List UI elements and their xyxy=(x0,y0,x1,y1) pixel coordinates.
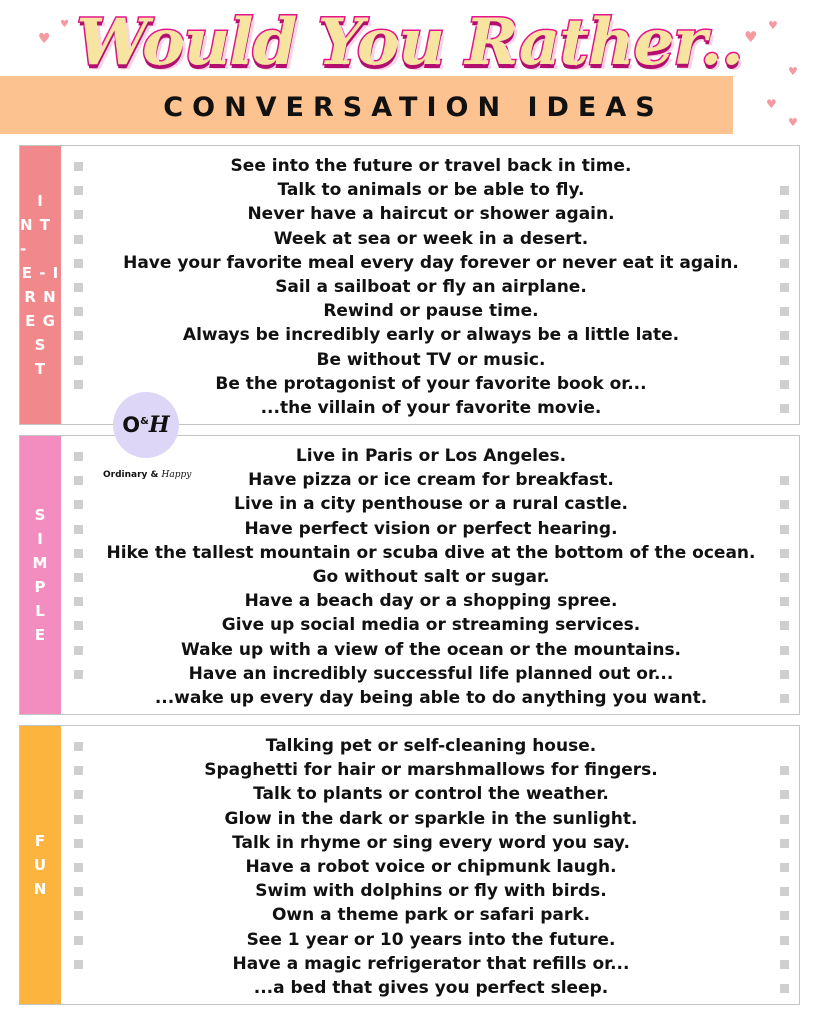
checkbox-icon[interactable] xyxy=(780,597,789,606)
question-text: Sail a sailboat or fly an airplane. xyxy=(275,276,587,297)
list-item xyxy=(61,565,801,589)
checkbox-icon[interactable] xyxy=(74,549,83,558)
section-label-letter: E - I xyxy=(21,264,60,282)
list-item xyxy=(61,638,801,662)
checkbox-icon[interactable] xyxy=(74,936,83,945)
question-text: Be without TV or music. xyxy=(316,349,546,370)
list-item xyxy=(61,758,801,782)
list-item xyxy=(61,903,801,927)
checkbox-icon[interactable] xyxy=(780,863,789,872)
heart-icon: ♥ xyxy=(60,19,69,30)
page-title: Would You Rather.. xyxy=(76,5,743,80)
checkbox-icon[interactable] xyxy=(780,476,789,485)
checkbox-icon[interactable] xyxy=(74,863,83,872)
question-text: Have perfect vision or perfect hearing. xyxy=(244,518,618,539)
question-text: Hike the tallest mountain or scuba dive at the bottom of the ocean. xyxy=(106,542,756,563)
question-text: ...a bed that gives you perfect sleep. xyxy=(253,977,609,998)
checkbox-icon[interactable] xyxy=(74,790,83,799)
checkbox-icon[interactable] xyxy=(74,331,83,340)
question-text: ...the villain of your favorite movie. xyxy=(260,397,602,418)
checkbox-icon[interactable] xyxy=(780,283,789,292)
checkbox-icon[interactable] xyxy=(74,380,83,389)
list-item xyxy=(61,154,801,178)
section-label-letter: I xyxy=(37,192,44,210)
brand-logo xyxy=(113,392,179,458)
question-text: Never have a haircut or shower again. xyxy=(247,204,615,225)
section-label-letter: P xyxy=(34,578,47,596)
list-item xyxy=(61,976,801,1000)
question-text: Spaghetti for hair or marshmallows for fingers. xyxy=(204,760,658,781)
section-label-interesting xyxy=(20,146,61,424)
checkbox-icon[interactable] xyxy=(780,331,789,340)
question-text: Rewind or pause time. xyxy=(323,301,539,322)
question-text: Have an incredibly successful life planned out or... xyxy=(188,663,674,684)
list-item xyxy=(61,782,801,806)
question-list xyxy=(61,734,801,1000)
checkbox-icon[interactable] xyxy=(780,766,789,775)
question-text: Be the protagonist of your favorite book or... xyxy=(215,373,647,394)
question-text: Live in Paris or Los Angeles. xyxy=(295,446,567,466)
checkbox-icon[interactable] xyxy=(780,235,789,244)
checkbox-icon[interactable] xyxy=(74,742,83,751)
list-item xyxy=(61,879,801,903)
section-label-letter: R N xyxy=(24,288,57,306)
question-text: Talk to plants or control the weather. xyxy=(253,784,609,805)
question-text: Live in a city penthouse or a rural castle. xyxy=(234,494,628,515)
checkbox-icon[interactable] xyxy=(780,500,789,509)
section-label-letter: N xyxy=(33,880,48,898)
list-item xyxy=(61,275,801,299)
list-item xyxy=(61,492,801,516)
checkbox-icon[interactable] xyxy=(74,356,83,365)
checkbox-icon[interactable] xyxy=(74,186,83,195)
checkbox-icon[interactable] xyxy=(780,646,789,655)
checkbox-icon[interactable] xyxy=(780,549,789,558)
section-label-letter: S xyxy=(34,336,47,354)
checkbox-icon[interactable] xyxy=(780,210,789,219)
checkbox-icon[interactable] xyxy=(780,936,789,945)
section-fun xyxy=(19,725,800,1005)
checkbox-icon[interactable] xyxy=(74,235,83,244)
checkbox-icon[interactable] xyxy=(74,839,83,848)
checkbox-icon[interactable] xyxy=(74,766,83,775)
list-item xyxy=(61,299,801,323)
section-label-letter: F xyxy=(34,832,47,850)
heart-icon: ♥ xyxy=(38,31,51,47)
question-text: Own a theme park or safari park. xyxy=(271,905,591,926)
checkbox-icon[interactable] xyxy=(780,694,789,703)
list-item xyxy=(61,227,801,251)
checkbox-icon[interactable] xyxy=(74,452,83,461)
checkbox-icon[interactable] xyxy=(74,283,83,292)
page-subtitle: CONVERSATION IDEAS xyxy=(163,92,664,123)
checkbox-icon[interactable] xyxy=(780,186,789,195)
question-text: Wake up with a view of the ocean or the mountains. xyxy=(180,639,682,660)
question-text: Have a beach day or a shopping spree. xyxy=(244,591,618,612)
checkbox-icon[interactable] xyxy=(780,670,789,679)
section-interesting xyxy=(19,145,800,425)
question-text: Give up social media or streaming services. xyxy=(221,615,641,636)
list-item xyxy=(61,251,801,275)
section-label-letter: T xyxy=(34,360,47,378)
question-text: Go without salt or sugar. xyxy=(312,566,550,587)
checkbox-icon[interactable] xyxy=(74,259,83,268)
checkbox-icon[interactable] xyxy=(780,621,789,630)
checkbox-icon[interactable] xyxy=(74,597,83,606)
list-item xyxy=(61,686,801,710)
checkbox-icon[interactable] xyxy=(780,307,789,316)
checkbox-icon[interactable] xyxy=(74,500,83,509)
heart-icon: ♥ xyxy=(766,97,777,111)
question-text: Talking pet or self-cleaning house. xyxy=(265,736,597,756)
checkbox-icon[interactable] xyxy=(74,210,83,219)
list-item xyxy=(61,807,801,831)
brand-name: Ordinary & Happy xyxy=(103,470,192,480)
checkbox-icon[interactable] xyxy=(780,259,789,268)
checkbox-icon[interactable] xyxy=(780,790,789,799)
question-text: Week at sea or week in a desert. xyxy=(273,228,589,249)
checkbox-icon[interactable] xyxy=(74,307,83,316)
section-label-letter: L xyxy=(35,602,46,620)
section-label-fun xyxy=(20,726,61,1004)
heart-icon: ♥ xyxy=(768,19,778,32)
question-text: See into the future or travel back in time. xyxy=(230,156,632,176)
question-text: Talk in rhyme or sing every word you say. xyxy=(232,832,630,853)
checkbox-icon[interactable] xyxy=(74,162,83,171)
checkbox-icon[interactable] xyxy=(780,887,789,896)
list-item xyxy=(61,444,801,468)
checkbox-icon[interactable] xyxy=(780,380,789,389)
question-text: Always be incredibly early or always be a little late. xyxy=(182,325,680,346)
section-label-letter: E xyxy=(34,626,47,644)
question-text: Glow in the dark or sparkle in the sunlight. xyxy=(224,808,638,829)
checkbox-icon[interactable] xyxy=(780,839,789,848)
checkbox-icon[interactable] xyxy=(780,984,789,993)
checkbox-icon[interactable] xyxy=(780,404,789,413)
question-text: See 1 year or 10 years into the future. xyxy=(246,929,616,950)
checkbox-icon[interactable] xyxy=(74,573,83,582)
question-text: Have your favorite meal every day forever or never eat it again. xyxy=(123,252,739,273)
list-item xyxy=(61,202,801,226)
section-label-letter: N T - xyxy=(20,216,52,258)
heart-icon: ♥ xyxy=(744,28,758,46)
list-item xyxy=(61,348,801,372)
section-label-letter: E G xyxy=(25,312,56,330)
question-text: Have a robot voice or chipmunk laugh. xyxy=(245,856,617,877)
heart-icon: ♥ xyxy=(788,116,798,129)
checkbox-icon[interactable] xyxy=(74,960,83,969)
list-item xyxy=(61,178,801,202)
checkbox-icon[interactable] xyxy=(74,476,83,485)
checkbox-icon[interactable] xyxy=(74,815,83,824)
question-text: Have a magic refrigerator that refills or... xyxy=(232,953,630,974)
list-item xyxy=(61,855,801,879)
checkbox-icon[interactable] xyxy=(74,670,83,679)
section-label-letter: S xyxy=(34,506,47,524)
question-text: Have pizza or ice cream for breakfast. xyxy=(248,470,614,491)
list-item xyxy=(61,662,801,686)
checkbox-icon[interactable] xyxy=(74,621,83,630)
list-item xyxy=(61,323,801,347)
question-text: Talk to animals or be able to fly. xyxy=(277,180,585,201)
list-item xyxy=(61,734,801,758)
checkbox-icon[interactable] xyxy=(780,960,789,969)
checkbox-icon[interactable] xyxy=(74,525,83,534)
list-item xyxy=(61,952,801,976)
list-item xyxy=(61,831,801,855)
checkbox-icon[interactable] xyxy=(74,887,83,896)
list-item xyxy=(61,541,801,565)
logo-mark: O&H xyxy=(122,412,170,438)
section-label-letter: I xyxy=(37,530,44,548)
checkbox-icon[interactable] xyxy=(74,911,83,920)
list-item xyxy=(61,613,801,637)
list-item xyxy=(61,517,801,541)
question-list xyxy=(61,154,801,420)
heart-icon: ♥ xyxy=(788,65,798,78)
question-text: ...wake up every day being able to do anything you want. xyxy=(154,687,708,708)
checkbox-icon[interactable] xyxy=(780,815,789,824)
question-text: Swim with dolphins or fly with birds. xyxy=(255,881,607,902)
checkbox-icon[interactable] xyxy=(780,911,789,920)
section-label-simple xyxy=(20,436,61,714)
list-item xyxy=(61,928,801,952)
list-item xyxy=(61,372,801,396)
checkbox-icon[interactable] xyxy=(780,525,789,534)
checkbox-icon[interactable] xyxy=(780,356,789,365)
section-label-letter: U xyxy=(33,856,48,874)
list-item xyxy=(61,589,801,613)
section-label-letter: M xyxy=(32,554,49,572)
checkbox-icon[interactable] xyxy=(74,646,83,655)
checkbox-icon[interactable] xyxy=(780,573,789,582)
question-list xyxy=(61,444,801,710)
